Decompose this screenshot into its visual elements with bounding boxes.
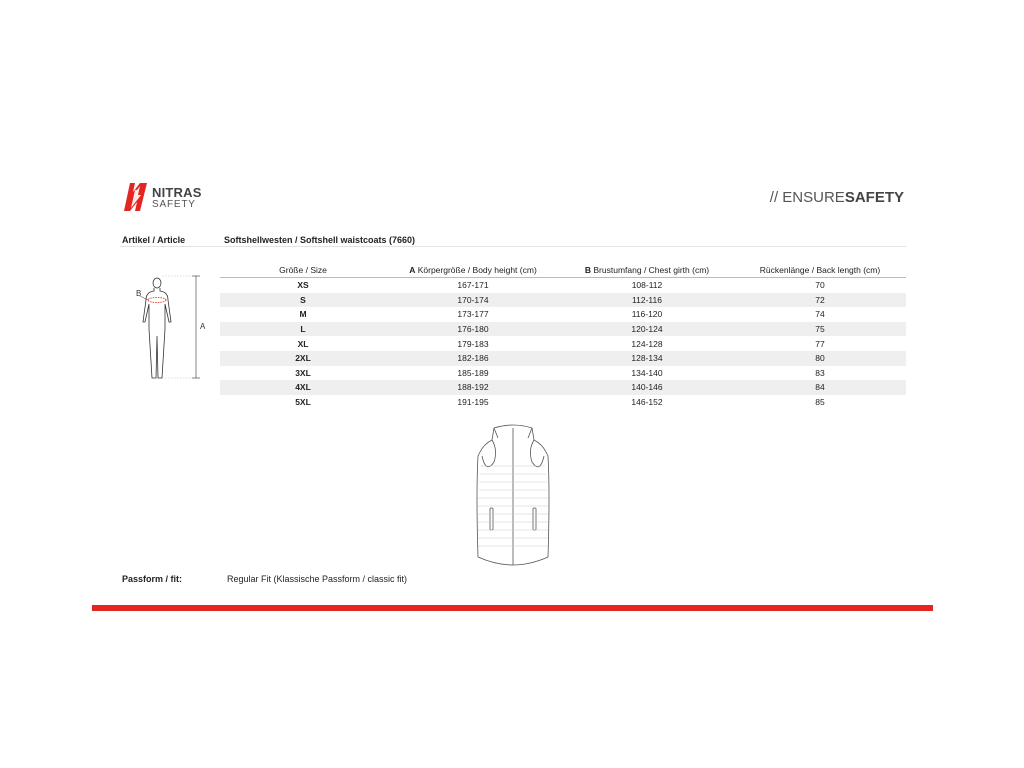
table-row: M 173-177 116-120 74 bbox=[299, 309, 825, 320]
table-row: 5XL 191-195 146-152 85 bbox=[295, 397, 825, 408]
table-row: 2XL 182-186 128-134 80 bbox=[220, 351, 906, 366]
header-back-length: Rückenlänge / Back length (cm) bbox=[734, 263, 906, 278]
figure-label-a: A bbox=[200, 322, 206, 331]
article-divider bbox=[120, 246, 906, 247]
article-value: Softshellwesten / Softshell waistcoats (7660) bbox=[224, 235, 416, 245]
table-row: 4XL 188-192 140-146 84 bbox=[220, 380, 906, 395]
nitras-logo-icon bbox=[120, 182, 148, 212]
table-row: L 176-180 120-124 75 bbox=[220, 322, 906, 337]
brand-logo bbox=[120, 182, 210, 214]
header-chest-girth: B Brustumfang / Chest girth (cm) bbox=[560, 263, 734, 278]
table-header-row bbox=[220, 263, 906, 278]
body-measurement-figure bbox=[132, 274, 212, 384]
fit-label: Passform / fit: bbox=[122, 574, 183, 584]
vest-illustration-icon bbox=[468, 422, 558, 568]
header-size: Größe / Size bbox=[220, 263, 386, 278]
table-row: S 170-174 112-116 72 bbox=[220, 293, 906, 308]
table-row: XS 167-171 108-112 70 bbox=[297, 280, 825, 291]
brand-sub: SAFETY bbox=[152, 199, 196, 210]
vest-illustration bbox=[468, 422, 558, 568]
brand-name: NITRAS bbox=[152, 185, 202, 200]
tagline bbox=[770, 189, 904, 206]
size-table bbox=[220, 263, 906, 409]
article-label: Artikel / Article bbox=[122, 235, 186, 245]
tagline-suffix: SAFETY bbox=[844, 189, 904, 206]
header-body-height: A Körpergröße / Body height (cm) bbox=[386, 263, 560, 278]
figure-label-b: B bbox=[136, 289, 142, 298]
table-row: XL 179-183 124-128 77 bbox=[297, 338, 825, 349]
table-row: 3XL 185-189 134-140 83 bbox=[295, 367, 825, 378]
tagline-prefix: // ENSURE bbox=[769, 189, 845, 206]
footer-accent-bar bbox=[92, 605, 933, 611]
fit-value: Regular Fit (Klassische Passform / classic fit) bbox=[227, 574, 408, 584]
